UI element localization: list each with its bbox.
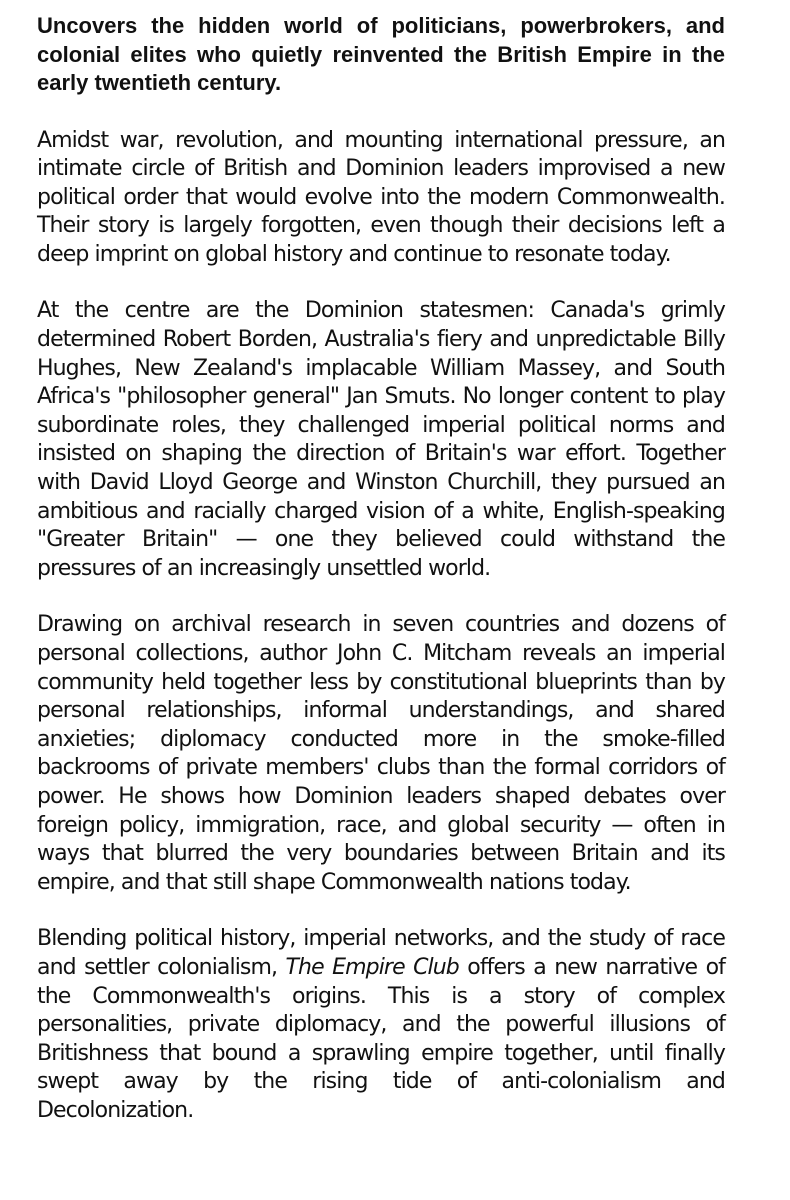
paragraph-research: Drawing on archival research in seven countries and dozens of personal collections, author John C. Mitcham reveals an imperial community held together less by constitutional blueprints than by personal relationships, informal understandings, and shared anxieties; diplomacy conducted more in the smoke-filled backrooms of private members' clubs than the formal corridors of power. He shows how Dominion leaders shaped debates over foreign policy, immigration, race, and global security — often in ways that blurred the very boundaries between Britain and its empire, and that still shape Commonwealth nations today. xyxy=(37,612,725,895)
lead-summary: Uncovers the hidden world of politicians, powerbrokers, and colonial elites who quietly reinvented the British Empire in the early twentieth century. xyxy=(37,13,725,95)
paragraph-conclusion xyxy=(37,925,725,1125)
paragraph-overview: Amidst war, revolution, and mounting international pressure, an intimate circle of British and Dominion leaders improvised a new political order that would evolve into the modern Commonwealth. Their story is largely forgotten, even though their decisions left a deep imprint on global history and continue to resonate today. xyxy=(37,127,725,267)
book-description xyxy=(37,12,725,1126)
conclusion-text-before-title: Blending political history, imperial networks, and the study of race and settler colonialism, xyxy=(37,926,725,980)
paragraph-statesmen: At the centre are the Dominion statesmen: Canada's grimly determined Robert Borden, Australia's fiery and unpredictable Billy Hughes, New Zealand's implacable William Massey, and South Africa's "philosopher general" Jan Smuts. No longer content to play subordinate roles, they challenged imperial political norms and insisted on shaping the direction of Britain's war effort. Together with David Lloyd George and Winston Churchill, they pursued an ambitious and racially charged vision of a white, English-speaking "Greater Britain" — one they believed could withstand the pressures of an increasingly unsettled world. xyxy=(37,298,725,581)
book-title: The Empire Club xyxy=(285,954,459,980)
conclusion-text-after-title: offers a new narrative of the Commonwealth's origins. This is a story of complex personalities, private diplomacy, and the powerful illusions of Britishness that bound a sprawling empire together, until finally swept away by the rising tide of anti-colonialism and Decolonization. xyxy=(37,954,725,1123)
